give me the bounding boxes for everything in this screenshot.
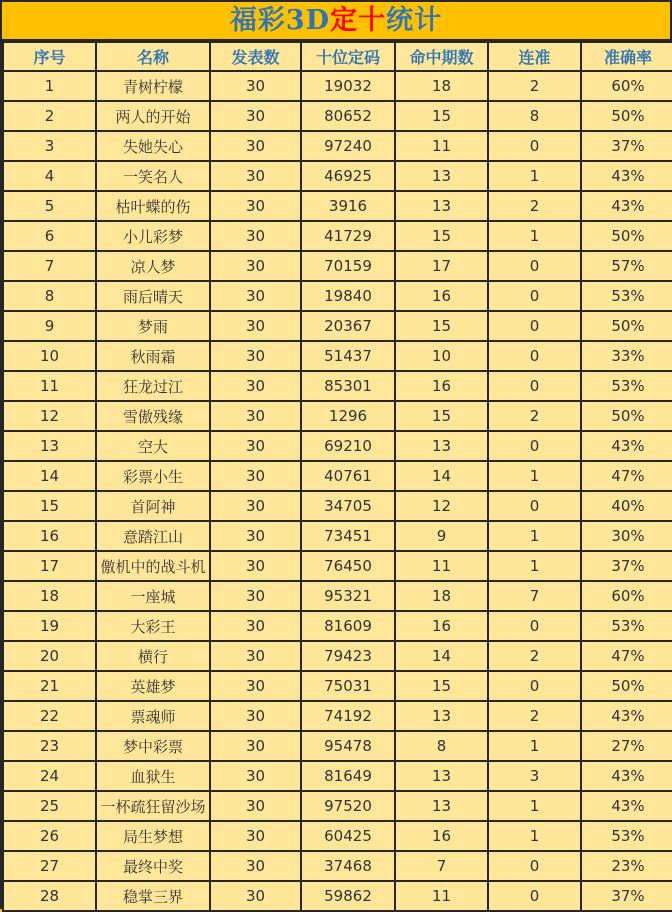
cell-index: 4	[3, 161, 96, 191]
cell-tens-code: 74192	[301, 701, 395, 731]
col-header-accuracy: 准确率	[581, 42, 672, 71]
cell-hit-periods: 14	[395, 461, 488, 491]
cell-streak: 1	[488, 161, 581, 191]
title-segment-blue-2: 统计	[386, 5, 443, 36]
table-row	[3, 791, 672, 821]
cell-accuracy: 60%	[581, 581, 672, 611]
cell-hit-periods: 15	[395, 221, 488, 251]
cell-name: 彩票小生	[96, 461, 210, 491]
cell-name: 一座城	[96, 581, 210, 611]
col-header-published-count: 发表数	[210, 42, 301, 71]
cell-accuracy: 50%	[581, 671, 672, 701]
cell-accuracy: 27%	[581, 731, 672, 761]
cell-streak: 0	[488, 491, 581, 521]
cell-name: 一杯疏狂留沙场	[96, 791, 210, 821]
cell-index: 15	[3, 491, 96, 521]
cell-index: 2	[3, 101, 96, 131]
cell-index: 19	[3, 611, 96, 641]
table-row	[3, 851, 672, 881]
cell-published-count: 30	[210, 521, 301, 551]
cell-index: 26	[3, 821, 96, 851]
cell-streak: 2	[488, 71, 581, 101]
cell-accuracy: 37%	[581, 881, 672, 911]
cell-streak: 1	[488, 521, 581, 551]
cell-accuracy: 50%	[581, 401, 672, 431]
cell-published-count: 30	[210, 671, 301, 701]
cell-published-count: 30	[210, 191, 301, 221]
cell-index: 20	[3, 641, 96, 671]
cell-index: 8	[3, 281, 96, 311]
table-body	[3, 71, 672, 911]
cell-accuracy: 53%	[581, 371, 672, 401]
table-row	[3, 311, 672, 341]
cell-streak: 2	[488, 191, 581, 221]
title-segment-red: 定十	[330, 5, 387, 36]
table-row	[3, 461, 672, 491]
cell-index: 1	[3, 71, 96, 101]
cell-accuracy: 53%	[581, 281, 672, 311]
cell-tens-code: 85301	[301, 371, 395, 401]
cell-streak: 0	[488, 371, 581, 401]
cell-tens-code: 69210	[301, 431, 395, 461]
cell-streak: 1	[488, 551, 581, 581]
cell-name: 局生梦想	[96, 821, 210, 851]
cell-tens-code: 60425	[301, 821, 395, 851]
table-row	[3, 641, 672, 671]
cell-tens-code: 97240	[301, 131, 395, 161]
cell-index: 17	[3, 551, 96, 581]
cell-index: 7	[3, 251, 96, 281]
cell-tens-code: 1296	[301, 401, 395, 431]
stats-table	[2, 41, 672, 912]
table-row	[3, 881, 672, 911]
cell-hit-periods: 8	[395, 731, 488, 761]
table-row	[3, 371, 672, 401]
cell-tens-code: 19032	[301, 71, 395, 101]
cell-published-count: 30	[210, 341, 301, 371]
cell-published-count: 30	[210, 731, 301, 761]
cell-published-count: 30	[210, 851, 301, 881]
cell-index: 11	[3, 371, 96, 401]
table-row	[3, 341, 672, 371]
cell-name: 失她失心	[96, 131, 210, 161]
cell-accuracy: 47%	[581, 461, 672, 491]
cell-published-count: 30	[210, 131, 301, 161]
cell-streak: 1	[488, 791, 581, 821]
cell-index: 24	[3, 761, 96, 791]
cell-streak: 0	[488, 611, 581, 641]
table-row	[3, 191, 672, 221]
cell-accuracy: 43%	[581, 701, 672, 731]
cell-tens-code: 70159	[301, 251, 395, 281]
cell-name: 意踏江山	[96, 521, 210, 551]
cell-streak: 0	[488, 281, 581, 311]
cell-tens-code: 20367	[301, 311, 395, 341]
cell-tens-code: 46925	[301, 161, 395, 191]
table-row	[3, 101, 672, 131]
cell-hit-periods: 13	[395, 791, 488, 821]
cell-tens-code: 34705	[301, 491, 395, 521]
table-row	[3, 431, 672, 461]
table-row	[3, 551, 672, 581]
cell-published-count: 30	[210, 701, 301, 731]
cell-hit-periods: 9	[395, 521, 488, 551]
cell-index: 18	[3, 581, 96, 611]
cell-hit-periods: 13	[395, 191, 488, 221]
table-row	[3, 611, 672, 641]
cell-name: 横行	[96, 641, 210, 671]
table-row	[3, 281, 672, 311]
cell-streak: 0	[488, 431, 581, 461]
cell-index: 6	[3, 221, 96, 251]
cell-tens-code: 97520	[301, 791, 395, 821]
cell-index: 9	[3, 311, 96, 341]
table-row	[3, 131, 672, 161]
cell-streak: 0	[488, 311, 581, 341]
table-row	[3, 161, 672, 191]
cell-name: 狂龙过江	[96, 371, 210, 401]
cell-accuracy: 23%	[581, 851, 672, 881]
col-header-index: 序号	[3, 42, 96, 71]
cell-name: 小儿彩梦	[96, 221, 210, 251]
cell-accuracy: 50%	[581, 101, 672, 131]
cell-hit-periods: 18	[395, 581, 488, 611]
cell-streak: 1	[488, 221, 581, 251]
cell-name: 雪傲残缘	[96, 401, 210, 431]
cell-hit-periods: 17	[395, 251, 488, 281]
cell-name: 首阿神	[96, 491, 210, 521]
cell-hit-periods: 15	[395, 401, 488, 431]
cell-name: 最终中奖	[96, 851, 210, 881]
cell-hit-periods: 18	[395, 71, 488, 101]
cell-streak: 8	[488, 101, 581, 131]
cell-published-count: 30	[210, 641, 301, 671]
cell-hit-periods: 14	[395, 641, 488, 671]
cell-name: 梦雨	[96, 311, 210, 341]
cell-index: 23	[3, 731, 96, 761]
col-header-tens-code: 十位定码	[301, 42, 395, 71]
cell-index: 12	[3, 401, 96, 431]
cell-index: 13	[3, 431, 96, 461]
cell-hit-periods: 16	[395, 611, 488, 641]
cell-accuracy: 57%	[581, 251, 672, 281]
cell-streak: 0	[488, 131, 581, 161]
table-row	[3, 71, 672, 101]
cell-accuracy: 40%	[581, 491, 672, 521]
cell-hit-periods: 13	[395, 431, 488, 461]
cell-name: 凉人梦	[96, 251, 210, 281]
cell-streak: 0	[488, 671, 581, 701]
cell-tens-code: 81649	[301, 761, 395, 791]
header-row	[3, 42, 672, 71]
table-row	[3, 221, 672, 251]
cell-tens-code: 76450	[301, 551, 395, 581]
cell-published-count: 30	[210, 401, 301, 431]
cell-tens-code: 95321	[301, 581, 395, 611]
cell-tens-code: 3916	[301, 191, 395, 221]
cell-accuracy: 43%	[581, 791, 672, 821]
cell-name: 空大	[96, 431, 210, 461]
cell-accuracy: 47%	[581, 641, 672, 671]
table-row	[3, 251, 672, 281]
table-row	[3, 761, 672, 791]
cell-published-count: 30	[210, 821, 301, 851]
cell-accuracy: 37%	[581, 131, 672, 161]
cell-accuracy: 37%	[581, 551, 672, 581]
cell-accuracy: 50%	[581, 221, 672, 251]
cell-index: 21	[3, 671, 96, 701]
cell-name: 血狱生	[96, 761, 210, 791]
cell-published-count: 30	[210, 581, 301, 611]
cell-name: 雨后晴天	[96, 281, 210, 311]
cell-tens-code: 95478	[301, 731, 395, 761]
table-row	[3, 821, 672, 851]
cell-tens-code: 73451	[301, 521, 395, 551]
table-row	[3, 701, 672, 731]
cell-tens-code: 81609	[301, 611, 395, 641]
cell-index: 14	[3, 461, 96, 491]
cell-accuracy: 50%	[581, 311, 672, 341]
cell-tens-code: 79423	[301, 641, 395, 671]
cell-published-count: 30	[210, 431, 301, 461]
cell-index: 27	[3, 851, 96, 881]
cell-index: 25	[3, 791, 96, 821]
table-row	[3, 671, 672, 701]
cell-tens-code: 41729	[301, 221, 395, 251]
cell-hit-periods: 11	[395, 551, 488, 581]
cell-published-count: 30	[210, 71, 301, 101]
cell-accuracy: 43%	[581, 431, 672, 461]
table-row	[3, 521, 672, 551]
cell-tens-code: 51437	[301, 341, 395, 371]
cell-accuracy: 33%	[581, 341, 672, 371]
cell-index: 5	[3, 191, 96, 221]
cell-name: 青树柠檬	[96, 71, 210, 101]
cell-hit-periods: 15	[395, 311, 488, 341]
cell-index: 3	[3, 131, 96, 161]
cell-hit-periods: 11	[395, 131, 488, 161]
cell-accuracy: 53%	[581, 611, 672, 641]
cell-published-count: 30	[210, 761, 301, 791]
cell-name: 两人的开始	[96, 101, 210, 131]
cell-index: 10	[3, 341, 96, 371]
cell-published-count: 30	[210, 791, 301, 821]
cell-name: 枯叶蝶的伤	[96, 191, 210, 221]
cell-tens-code: 80652	[301, 101, 395, 131]
col-header-name: 名称	[96, 42, 210, 71]
cell-published-count: 30	[210, 251, 301, 281]
cell-name: 稳掌三界	[96, 881, 210, 911]
cell-accuracy: 43%	[581, 191, 672, 221]
cell-streak: 1	[488, 821, 581, 851]
table-row	[3, 581, 672, 611]
cell-tens-code: 59862	[301, 881, 395, 911]
cell-streak: 7	[488, 581, 581, 611]
col-header-streak: 连准	[488, 42, 581, 71]
cell-streak: 0	[488, 251, 581, 281]
cell-hit-periods: 12	[395, 491, 488, 521]
cell-accuracy: 53%	[581, 821, 672, 851]
cell-hit-periods: 16	[395, 281, 488, 311]
cell-streak: 0	[488, 851, 581, 881]
cell-index: 16	[3, 521, 96, 551]
cell-streak: 0	[488, 881, 581, 911]
cell-streak: 2	[488, 641, 581, 671]
cell-tens-code: 75031	[301, 671, 395, 701]
page-title	[2, 2, 670, 41]
cell-hit-periods: 13	[395, 161, 488, 191]
cell-streak: 0	[488, 341, 581, 371]
cell-hit-periods: 15	[395, 671, 488, 701]
cell-hit-periods: 10	[395, 341, 488, 371]
cell-hit-periods: 16	[395, 371, 488, 401]
cell-hit-periods: 13	[395, 701, 488, 731]
cell-streak: 2	[488, 701, 581, 731]
cell-published-count: 30	[210, 881, 301, 911]
cell-published-count: 30	[210, 461, 301, 491]
cell-streak: 3	[488, 761, 581, 791]
cell-accuracy: 60%	[581, 71, 672, 101]
cell-streak: 1	[488, 731, 581, 761]
cell-published-count: 30	[210, 551, 301, 581]
table-row	[3, 401, 672, 431]
table-row	[3, 731, 672, 761]
cell-hit-periods: 16	[395, 821, 488, 851]
cell-hit-periods: 7	[395, 851, 488, 881]
cell-hit-periods: 15	[395, 101, 488, 131]
cell-hit-periods: 13	[395, 761, 488, 791]
cell-tens-code: 40761	[301, 461, 395, 491]
table-row	[3, 491, 672, 521]
cell-name: 梦中彩票	[96, 731, 210, 761]
cell-streak: 1	[488, 461, 581, 491]
cell-name: 一笑名人	[96, 161, 210, 191]
cell-published-count: 30	[210, 611, 301, 641]
cell-published-count: 30	[210, 491, 301, 521]
cell-name: 票魂师	[96, 701, 210, 731]
cell-index: 28	[3, 881, 96, 911]
cell-name: 儌机中的战斗机	[96, 551, 210, 581]
cell-published-count: 30	[210, 101, 301, 131]
cell-tens-code: 19840	[301, 281, 395, 311]
cell-accuracy: 43%	[581, 761, 672, 791]
cell-published-count: 30	[210, 281, 301, 311]
cell-published-count: 30	[210, 371, 301, 401]
cell-index: 22	[3, 701, 96, 731]
cell-published-count: 30	[210, 311, 301, 341]
title-segment-blue-1: 福彩3D	[229, 5, 331, 36]
cell-accuracy: 43%	[581, 161, 672, 191]
cell-name: 大彩王	[96, 611, 210, 641]
cell-accuracy: 30%	[581, 521, 672, 551]
cell-hit-periods: 11	[395, 881, 488, 911]
cell-name: 英雄梦	[96, 671, 210, 701]
cell-name: 秋雨霜	[96, 341, 210, 371]
cell-published-count: 30	[210, 161, 301, 191]
cell-published-count: 30	[210, 221, 301, 251]
cell-streak: 2	[488, 401, 581, 431]
col-header-hit-periods: 命中期数	[395, 42, 488, 71]
cell-tens-code: 37468	[301, 851, 395, 881]
